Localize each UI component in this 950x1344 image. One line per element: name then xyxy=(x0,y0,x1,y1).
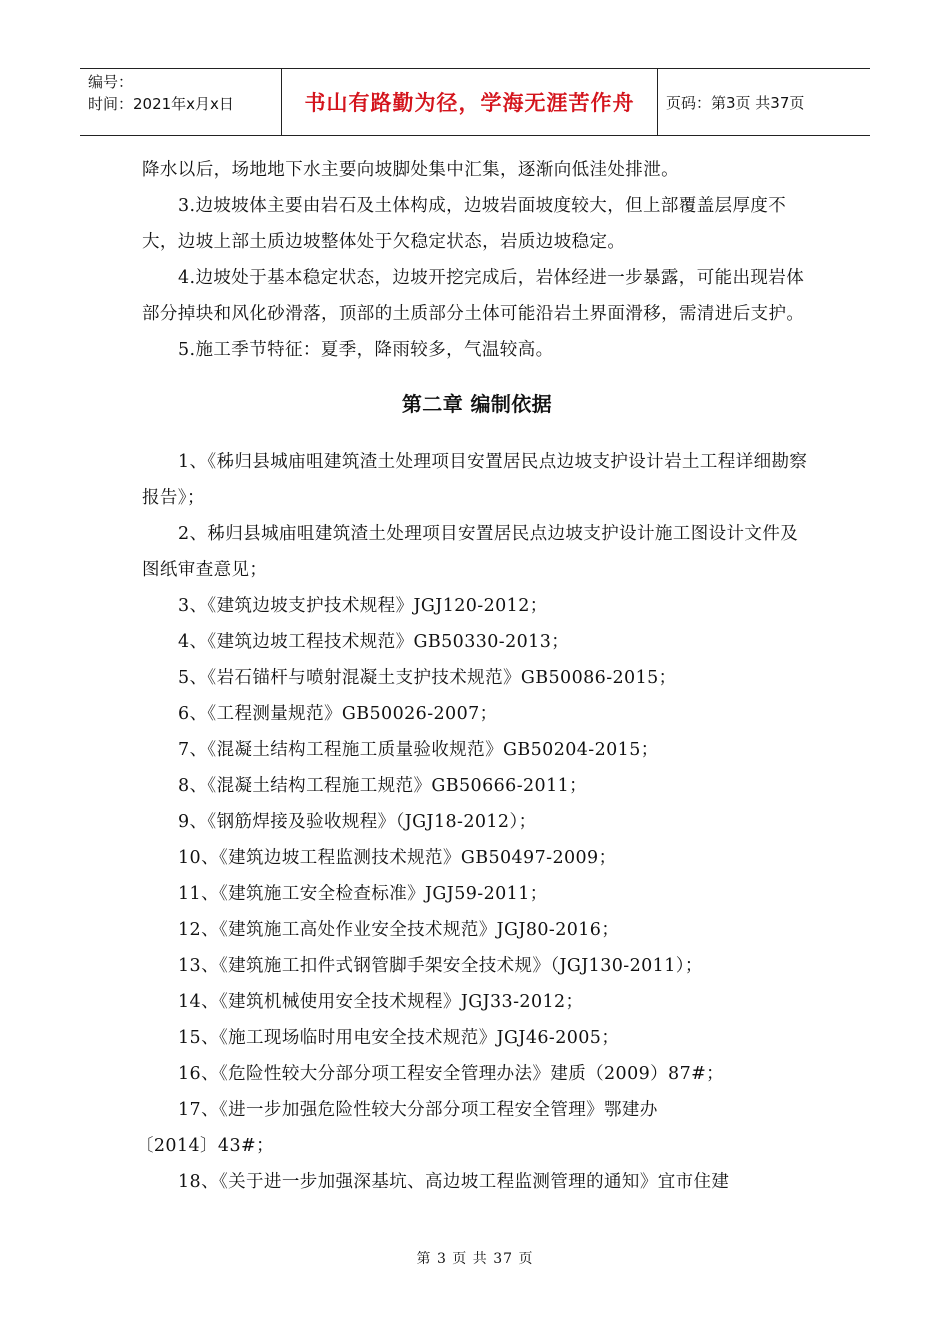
document-body xyxy=(136,152,812,1200)
header-page-code: 页码：第3页 共37页 xyxy=(666,93,805,112)
list-item: 16、《危险性较大分部分项工程安全管理办法》建质（2009）87#； xyxy=(178,1064,725,1084)
list-item: 5、《岩石锚杆与喷射混凝土支护技术规范》GB50086-2015； xyxy=(178,668,677,688)
list-item: 14、《建筑机械使用安全技术规程》JGJ33-2012； xyxy=(178,992,584,1012)
list-item: 13、《建筑施工扣件式钢管脚手架安全技术规》（JGJ130-2011）； xyxy=(178,956,703,976)
header-time-label: 时间：2021年x月x日 xyxy=(88,95,234,113)
list-item: 1、《秭归县城庙咀建筑渣土处理项目安置居民点边坡支护设计岩土工程详细勘察报告》； xyxy=(142,452,808,508)
list-item: 11、《建筑施工安全检查标准》JGJ59-2011； xyxy=(178,884,548,904)
list-item: 15、《施工现场临时用电安全技术规范》JGJ46-2005； xyxy=(178,1028,620,1048)
list-item: 17、《进一步加强危险性较大分部分项工程安全管理》鄂建办 xyxy=(178,1100,658,1120)
list-item: 3、《建筑边坡支护技术规程》JGJ120-2012； xyxy=(178,596,548,616)
list-item: 6、《工程测量规范》GB50026-2007； xyxy=(178,704,498,724)
list-item: 10、《建筑边坡工程监测技术规范》GB50497-2009； xyxy=(178,848,617,868)
list-item: 9、《钢筋焊接及验收规程》（JGJ18-2012）； xyxy=(178,812,537,832)
paragraph: 5.施工季节特征：夏季，降雨较多，气温较高。 xyxy=(178,340,554,360)
paragraph: 4.边坡处于基本稳定状态，边坡开挖完成后，岩体经进一步暴露，可能出现岩体部分掉块和风化砂滑落，顶部的土质部分土体可能沿岩土界面滑移，需清进后支护。 xyxy=(142,268,805,324)
list-item: 7、《混凝土结构工程施工质量验收规范》GB50204-2015； xyxy=(178,740,659,760)
page-footer: 第 3 页 共 37 页 xyxy=(416,1251,534,1267)
paragraph: 降水以后，场地地下水主要向坡脚处集中汇集，逐渐向低洼处排泄。 xyxy=(142,160,679,180)
list-item: 8、《混凝土结构工程施工规范》GB50666-2011； xyxy=(178,776,588,796)
list-item: 2、秭归县城庙咀建筑渣土处理项目安置居民点边坡支护设计施工图设计文件及图纸审查意见； xyxy=(142,524,799,580)
page-header xyxy=(80,68,870,136)
chapter-title: 第二章 编制依据 xyxy=(401,392,553,416)
header-meta xyxy=(80,69,282,135)
header-number-label: 编号： xyxy=(88,73,134,91)
list-item-continuation: 〔2014〕43#； xyxy=(136,1136,274,1156)
list-item: 18、《关于进一步加强深基坑、高边坡工程监测管理的通知》宜市住建 xyxy=(178,1172,730,1192)
header-motto: 书山有路勤为径，学海无涯苦作舟 xyxy=(282,69,658,135)
paragraph: 3.边坡坡体主要由岩石及土体构成，边坡岩面坡度较大，但上部覆盖层厚度不大，边坡上部土质边坡整体处于欠稳定状态，岩质边坡稳定。 xyxy=(142,196,787,252)
list-item: 4、《建筑边坡工程技术规范》GB50330-2013； xyxy=(178,632,570,652)
list-item: 12、《建筑施工高处作业安全技术规范》JGJ80-2016； xyxy=(178,920,620,940)
